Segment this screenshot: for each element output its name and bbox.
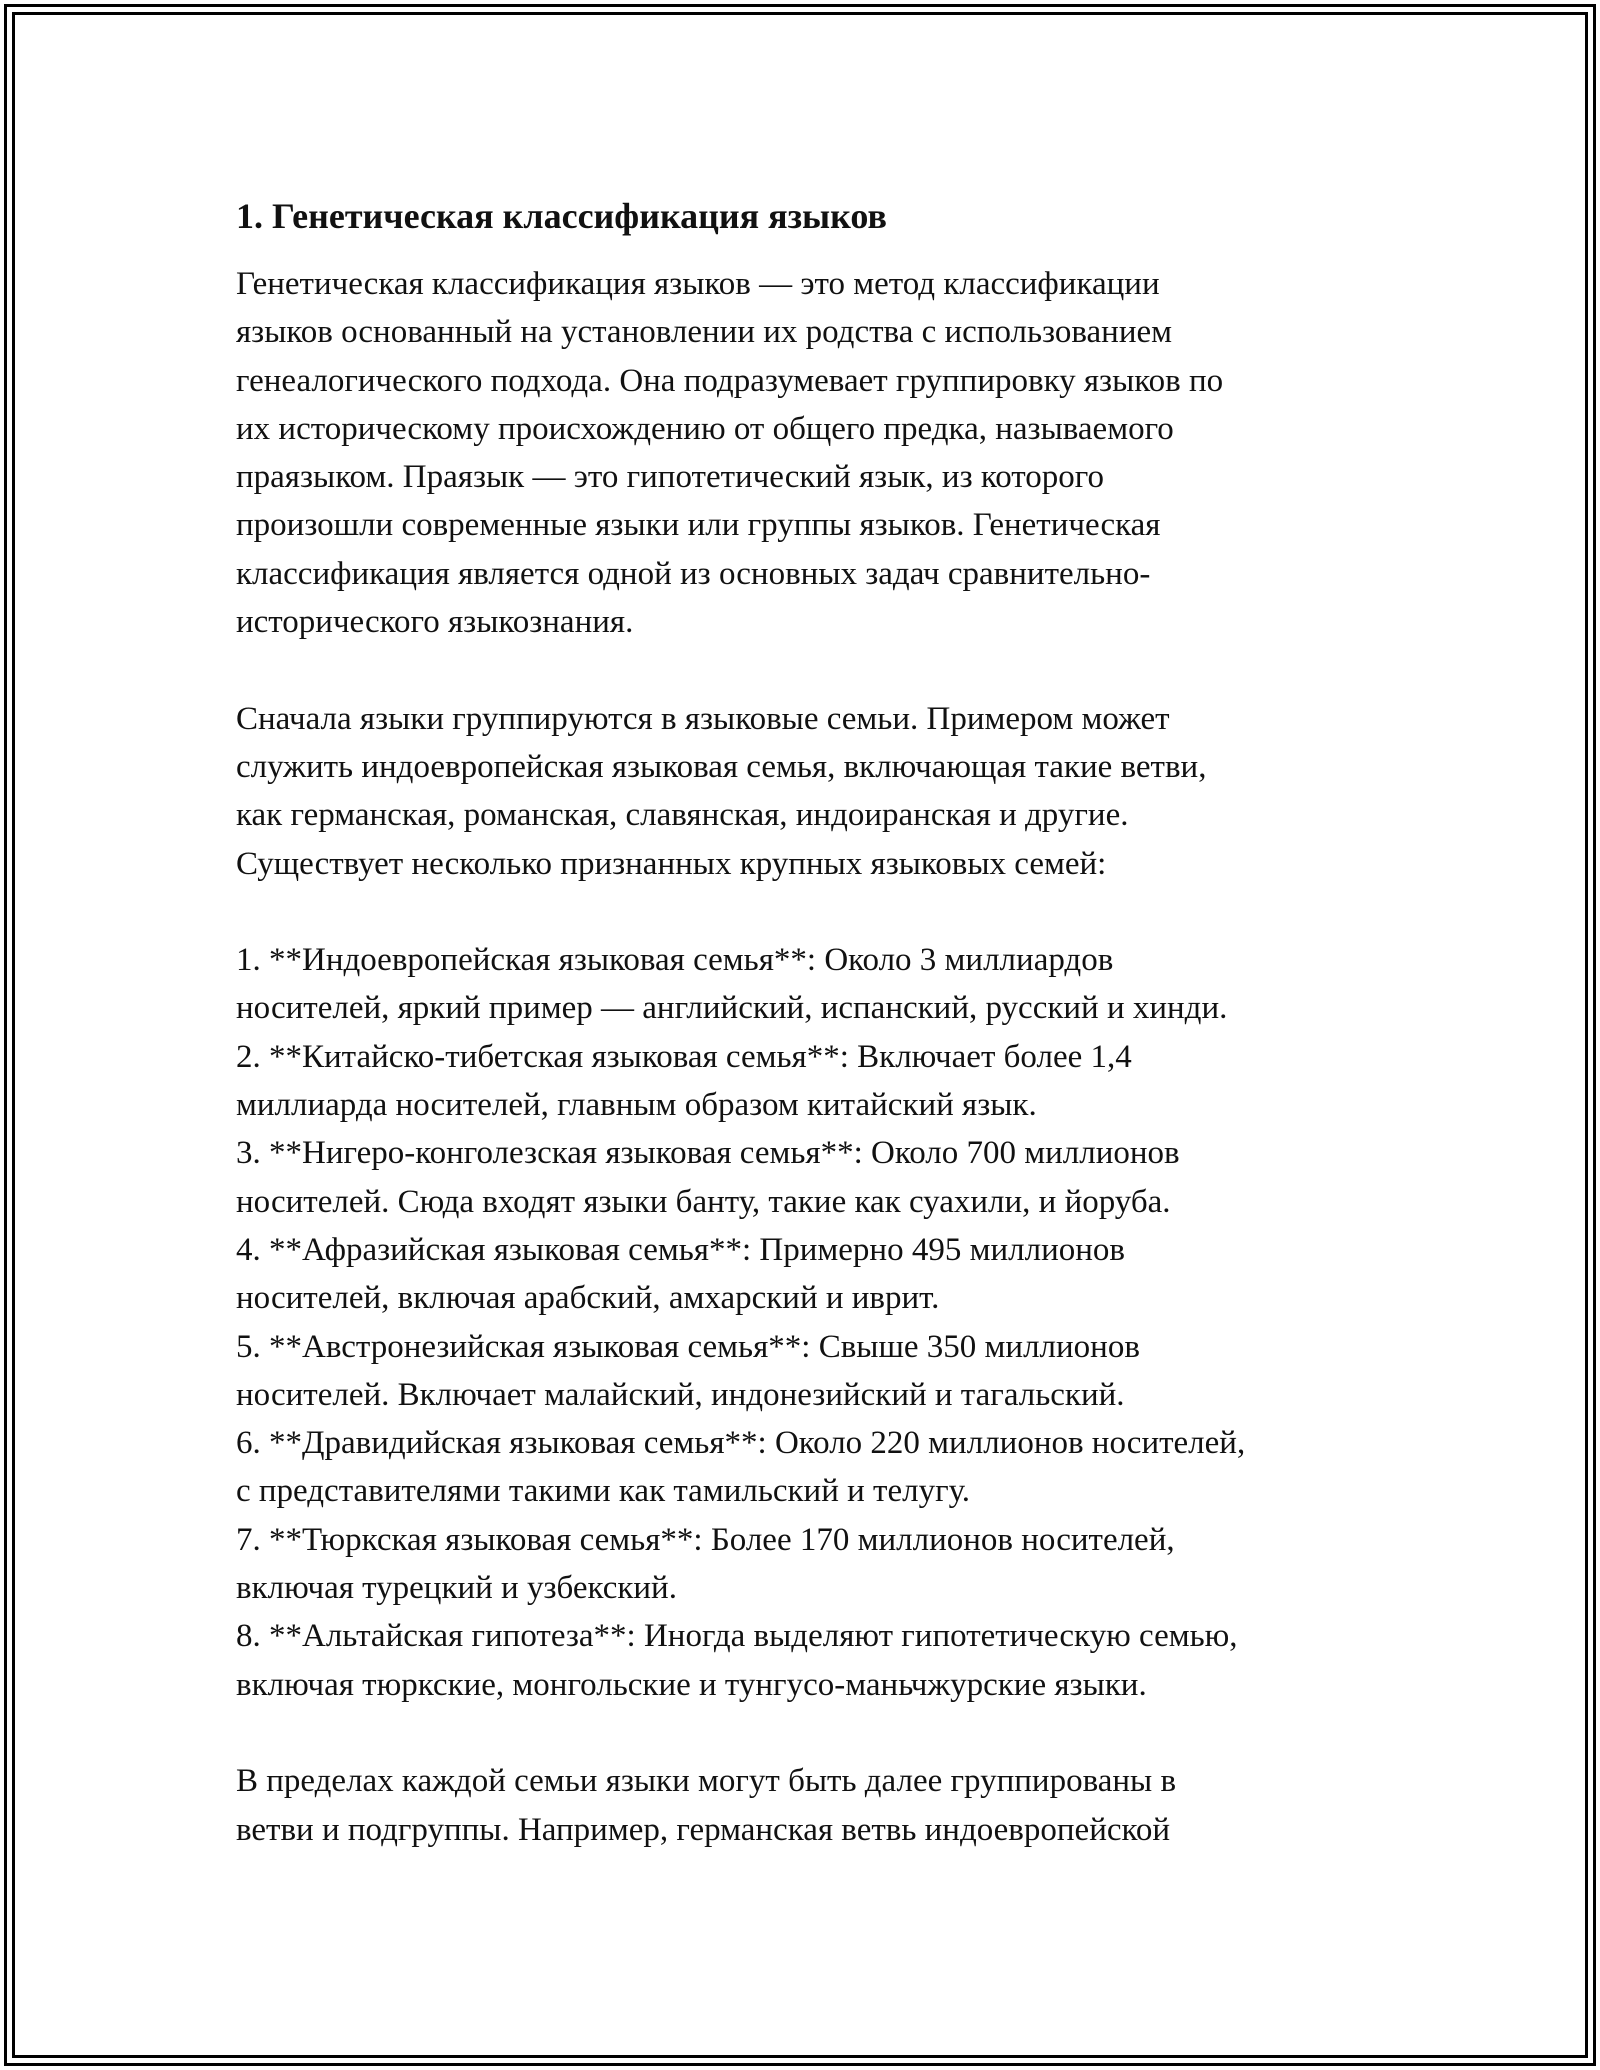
list-item-line: 4. **Афразийская языковая семья**: Примерно 495 миллионов xyxy=(236,1231,1125,1268)
document-body xyxy=(236,186,1376,1854)
intro-line: Генетическая классификация языков — это метод классификации xyxy=(236,266,1160,302)
list-item-line: 8. **Альтайская гипотеза**: Иногда выделяют гипотетическую семью, xyxy=(236,1618,1238,1655)
families-intro-line: как германская, романская, славянская, индоиранская и другие. xyxy=(236,797,1129,834)
intro-line: исторического языкознания. xyxy=(236,604,634,641)
intro-line: языков основанный на установлении их родства с использованием xyxy=(236,314,1173,351)
list-item xyxy=(236,1419,1376,1516)
intro-paragraph xyxy=(236,260,1376,646)
list-item-line: 5. **Австронезийская языковая семья**: Свыше 350 миллионов xyxy=(236,1328,1140,1365)
list-item-line: 3. **Нигеро-конголезская языковая семья**: Около 700 миллионов xyxy=(236,1135,1180,1172)
list-item xyxy=(236,1323,1376,1420)
families-intro-line: Существует несколько признанных крупных языковых семей: xyxy=(236,845,1107,882)
intro-line: их историческому происхождению от общего предка, называемого xyxy=(236,410,1174,447)
list-item xyxy=(236,1033,1376,1130)
list-item-line: 6. **Дравидийская языковая семья**: Около 220 миллионов носителей, xyxy=(236,1425,1246,1462)
families-intro-paragraph xyxy=(236,695,1376,888)
list-item-line: миллиарда носителей, главным образом китайский язык. xyxy=(236,1087,1037,1124)
intro-line: произошли современные языки или группы языков. Генетическая xyxy=(236,507,1161,544)
branches-paragraph xyxy=(236,1757,1376,1854)
list-item xyxy=(236,1612,1376,1709)
paragraph-spacer xyxy=(236,888,1376,936)
intro-line: генеалогического подхода. Она подразумевает группировку языков по xyxy=(236,362,1224,399)
list-item-line: включая турецкий и узбекский. xyxy=(236,1570,677,1607)
list-item xyxy=(236,936,1376,1033)
language-families-list xyxy=(236,936,1376,1709)
list-item-line: 2. **Китайско-тибетская языковая семья**: Включает более 1,4 xyxy=(236,1038,1132,1075)
list-item-line: носителей. Включает малайский, индонезийский и тагальский. xyxy=(236,1376,1125,1413)
list-item-line: 1. **Индоевропейская языковая семья**: Около 3 миллиардов xyxy=(236,942,1114,979)
list-item-line: носителей, включая арабский, амхарский и иврит. xyxy=(236,1280,940,1317)
intro-line: праязыком. Праязык — это гипотетический язык, из которого xyxy=(236,459,1104,496)
intro-line: классификация является одной из основных задач сравнительно- xyxy=(236,555,1151,592)
list-item-line: включая тюркские, монгольские и тунгусо-маньчжурские языки. xyxy=(236,1666,1147,1703)
paragraph-spacer xyxy=(236,1709,1376,1757)
list-item-line: 7. **Тюркская языковая семья**: Более 170 миллионов носителей, xyxy=(236,1521,1175,1558)
section-heading: 1. Генетическая классификация языков xyxy=(236,196,887,236)
list-item-line: носителей, яркий пример — английский, испанский, русский и хинди. xyxy=(236,990,1228,1027)
families-intro-line: Сначала языки группируются в языковые семьи. Примером может xyxy=(236,700,1170,737)
paragraph-spacer xyxy=(236,646,1376,694)
list-item-line: с представителями такими как тамильский и телугу. xyxy=(236,1473,971,1510)
branches-line: ветви и подгруппы. Например, германская ветвь индоевропейской xyxy=(236,1811,1171,1848)
list-item xyxy=(236,1129,1376,1226)
families-intro-line: служить индоевропейская языковая семья, включающая такие ветви, xyxy=(236,748,1207,785)
list-item-line: носителей. Сюда входят языки банту, такие как суахили, и йоруба. xyxy=(236,1183,1171,1220)
list-item xyxy=(236,1226,1376,1323)
branches-line: В пределах каждой семьи языки могут быть далее группированы в xyxy=(236,1763,1177,1800)
list-item xyxy=(236,1516,1376,1613)
